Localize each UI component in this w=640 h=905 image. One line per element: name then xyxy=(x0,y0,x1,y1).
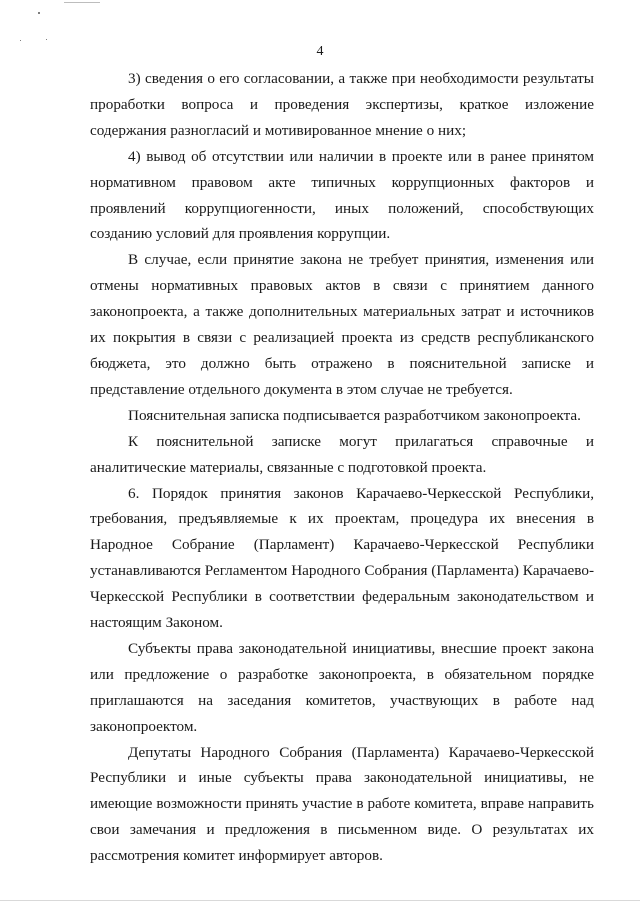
paragraph-item-4: 4) вывод об отсутствии или наличии в проекте или в ранее принятом нормативном правовом акте типичных коррупционных факторов и проявлений коррупциогенности, иных положений, способствующих созданию условий для проявления коррупции. xyxy=(90,147,594,243)
scan-speck xyxy=(20,40,21,41)
scan-bottom-edge xyxy=(0,900,640,901)
paragraph-committee-invitation: Субъекты права законодательной инициативы, внесшие проект закона или предложение о разработке законопроекта, в обязательном порядке приглашаются на заседания комитетов, участвующих в работе над законопроектом. xyxy=(90,639,594,735)
paragraph-section-6: 6. Порядок принятия законов Карачаево-Черкесской Республики, требования, предъявляемые к их проектам, процедура их внесения в Народное Собрание (Парламент) Карачаево-Черкесской Республики устанавливаются Регламентом Народного Собрания (Парламента) Карачаево-Черкесской Республики в соответствии федеральным законодательством и настоящим Законом. xyxy=(90,484,594,632)
paragraph-no-amendments-needed: В случае, если принятие закона не требует принятия, изменения или отмены нормативных правовых актов в связи с принятием данного законопроекта, а также дополнительных материальных затрат и источников их покрытия в связи с реализацией проекта из средств республиканского бюджета, это должно быть отражено в пояснительной записке и представление отдельного документа в этом случае не требуется. xyxy=(90,251,594,398)
paragraph-attachments: К пояснительной записке могут прилагаться справочные и аналитические материалы, связанные с подготовкой проекта. xyxy=(90,432,594,476)
scan-speck xyxy=(38,12,40,14)
page-number: 4 xyxy=(316,44,324,59)
document-body xyxy=(90,66,594,869)
paragraph-item-3: 3) сведения о его согласовании, а также при необходимости результаты проработки вопроса и проведения экспертизы, краткое изложение содержания разногласий и мотивированное мнение о них; xyxy=(90,70,594,139)
paragraph-written-remarks: Депутаты Народного Собрания (Парламента) Карачаево-Черкесской Республики и иные субъекты права законодательной инициативы, не имеющие возможности принять участие в работе комитета, вправе направить свои замечания и предложения в письменном виде. О результатах их рассмотрения комитет информирует авторов. xyxy=(90,743,594,865)
scan-speck xyxy=(46,39,47,40)
scan-edge-mark xyxy=(64,2,100,3)
paragraph-note-signature: Пояснительная записка подписывается разработчиком законопроекта. xyxy=(128,406,581,424)
